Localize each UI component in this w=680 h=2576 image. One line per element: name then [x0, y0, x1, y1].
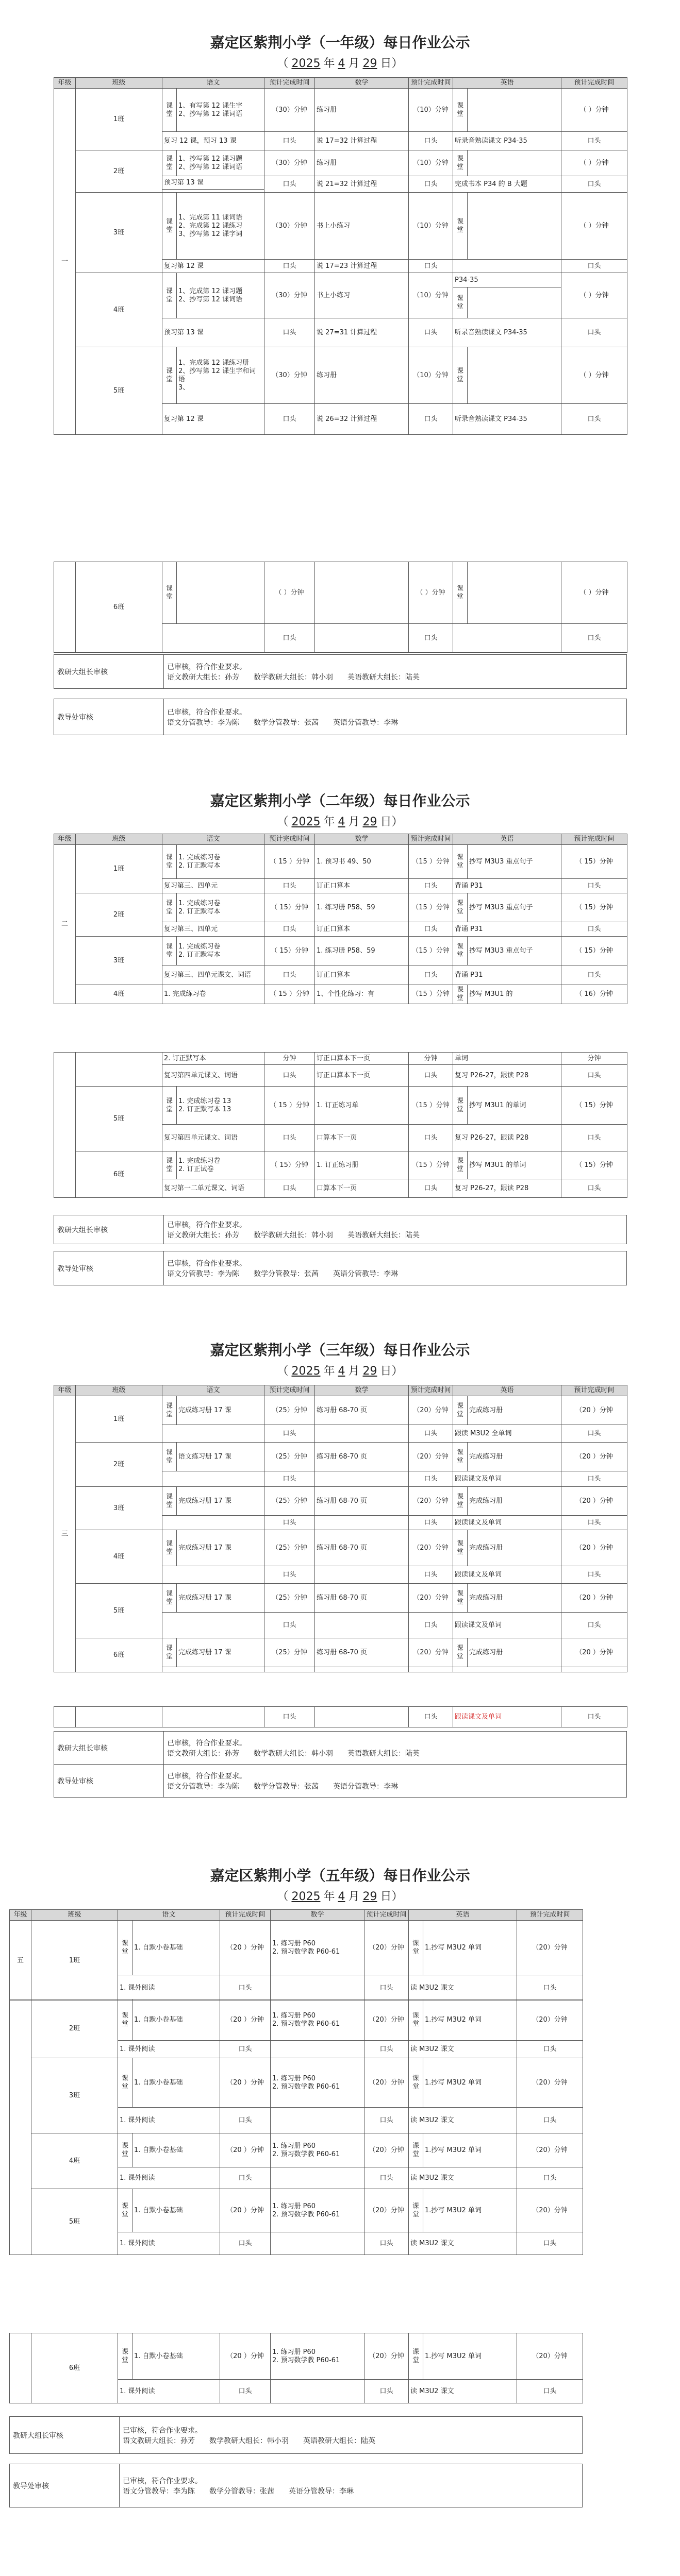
- date-line: （ 2025 年 4 月 29 日）: [277, 1365, 403, 1378]
- table-row: 3班 课堂 1. 完成练习卷 2. 订正默写本 （ 15）分钟 1. 练习册 P58、59 （15 ）分钟 课堂 抄写 M3U3 重点句子 （ 15）分钟: [54, 937, 627, 965]
- table-row: 5班 课堂 完成练习册 17 课 （25）分钟 练习册 68-70 页 （20）分钟 课堂 完成练习册 （20 ）分钟: [54, 1584, 627, 1613]
- table-row: 2班 课堂 语文练习册 17 课 （25）分钟 练习册 68-70 页 （20）分钟 课堂 完成练习册 （20 ）分钟: [54, 1443, 627, 1471]
- table-row: 4班 课堂 1、完成第 12 课习题 2、抄写第 12 课词语 （30）分钟 书上小练习 （10）分钟 P34-35 （ ）分钟: [54, 273, 627, 287]
- table-row: 课堂: [54, 287, 627, 318]
- table-row: 口头 口头 口头: [54, 624, 627, 653]
- table-header-row: 年级 班级 语文 预计完成时间 数学 预计完成时间 英语 预计完成时间: [54, 834, 627, 845]
- table-row: 口头 口头 跟读课文及单词 口头: [54, 1613, 627, 1638]
- table-header-row: 年级 班级 语文 预计完成时间 数学 预计完成时间 英语 预计完成时间: [54, 1385, 627, 1396]
- academic-review-label: 教导处审核: [54, 699, 164, 735]
- grade5-section: [0, 1864, 680, 1906]
- table-row: 复习第三、四单元课文、词语 口头 订正口算本 口头 背诵 P31 口头: [54, 965, 627, 985]
- academic-review-label: 教导处审核: [54, 1765, 164, 1798]
- academic-review-label: 教导处审核: [10, 2464, 120, 2507]
- table-row: 口头 口头 跟读课文及单词 口头: [54, 1707, 627, 1727]
- date-line: （ 2025 年 4 月 29 日）: [277, 57, 403, 70]
- homework-table-grade2-cont: [54, 1052, 627, 1198]
- table-row: 4班 课堂 1. 自默小卷基础 （20 ）分钟 1. 练习册 P60 2. 预习数学教 P60-61 （20）分钟 课堂 1.抄写 M3U2 单词 （20）分钟: [10, 2133, 583, 2167]
- table-row: 1. 课外阅读 口头 口头 读 M3U2 课文 口头: [10, 2041, 583, 2058]
- director-review-label: 教研大组长审核: [10, 2417, 120, 2454]
- table-row: 1. 课外阅读 口头 口头 读 M3U2 课文 口头: [10, 2232, 583, 2255]
- review-block-grade1: 教研大组长审核 已审核，符合作业要求。 语文教研大组长：孙芳 数学教研大组长：韩小羽 英语教研大组长：陆英 教导处审核 已审核，符合作业要求。 语文分管教导：李为陈 数学分管教导：张茜 英语分管教导：李琳: [54, 654, 627, 735]
- homework-table-grade3-cont: [54, 1706, 627, 1727]
- table-row: 复习第四单元课文、词语 口头 口算本下一页 口头 复习 P26-27，跟读 P28 口头: [54, 1125, 627, 1151]
- review-block-grade3: 教研大组长审核 已审核，符合作业要求。 语文教研大组长：孙芳 数学教研大组长：韩小羽 英语教研大组长：陆英 教导处审核 已审核，符合作业要求。 语文分管教导：李为陈 数学分管教导：张茜 英语分管教导：李琳: [54, 1731, 627, 1798]
- table-row: 口头 口头 跟读课文及单词 口头: [54, 1566, 627, 1584]
- table-row: 4班 课堂 完成练习册 17 课 （25）分钟 练习册 68-70 页 （20）分钟 课堂 完成练习册 （20 ）分钟: [54, 1530, 627, 1566]
- table-row: 6班 课堂 （ ）分钟 （ ）分钟 课堂 （ ）分钟: [54, 562, 627, 624]
- table-row: 复习第三、四单元 口头 订正口算本 口头 背诵 P31 口头: [54, 922, 627, 937]
- table-row: 口头 口头 跟读课文及单词 口头: [54, 1516, 627, 1530]
- table-row: 2班 课堂 1、抄写第 12 课习题 2、抄写第 12 课词语 （30）分钟 练习册 （10）分钟 课堂 （ ）分钟: [54, 150, 627, 176]
- homework-table-grade2: [54, 834, 627, 1004]
- table-row: 1. 课外阅读 口头 口头 读 M3U2 课文 口头: [10, 1975, 583, 2001]
- director-review-label: 教研大组长审核: [54, 1732, 164, 1765]
- homework-table-grade5-class6: [9, 2333, 583, 2403]
- table-row: 预习第 13 课 口头 说 27=31 计算过程 口头 听录音熟读课文 P34-35 口头: [54, 318, 627, 347]
- homework-table-grade3: [54, 1385, 627, 1672]
- table-header-row: 年级 班级 语文 预计完成时间 数学 预计完成时间 英语 预计完成时间: [10, 1910, 583, 1921]
- table-row: 6班 课堂 完成练习册 17 课 （25）分钟 练习册 68-70 页 （20）分钟 课堂 完成练习册 （20 ）分钟: [54, 1638, 627, 1667]
- table-row: 3班 课堂 1、完成第 11 课词语 2、完成第 12 课练习 3、抄写第 12 课字词 （30）分钟 书上小练习 （10）分钟 课堂 （ ）分钟: [54, 193, 627, 260]
- table-row: 2班 课堂 1. 自默小卷基础 （20 ）分钟 1. 练习册 P60 2. 预习数学教 P60-61 （20）分钟 课堂 1.抄写 M3U2 单词 （20）分钟: [10, 1999, 583, 2041]
- table-row: 1. 课外阅读 口头 口头 读 M3U2 课文 口头: [10, 2167, 583, 2189]
- table-row: 三 1班 课堂 完成练习册 17 课 （25）分钟 练习册 68-70 页 （20）分钟 课堂 完成练习册 （20 ）分钟: [54, 1396, 627, 1425]
- table-row: 5班 课堂 1. 完成练习卷 13 2. 订正默写本 13 （ 15 ）分钟 1. 订正练习单 （15 ）分钟 课堂 抄写 M3U1 的单词 （ 15）分钟: [54, 1087, 627, 1125]
- table-row: 5班 课堂 1. 自默小卷基础 （20 ）分钟 1. 练习册 P60 2. 预习数学教 P60-61 （20）分钟 课堂 1.抄写 M3U2 单词 （20）分钟: [10, 2189, 583, 2232]
- grade2-section: [0, 789, 680, 832]
- homework-table-grade1: [54, 77, 627, 435]
- table-row: 5班 课堂 1、完成第 12 课练习册 2、抄写第 12 课生字和词语 3、 （30）分钟 练习册 （10）分钟 课堂 （ ）分钟: [54, 347, 627, 404]
- table-row: 2. 订正默写本 分钟 订正口算本下一页 分钟 单词 分钟: [54, 1053, 627, 1065]
- director-review-label: 教研大组长审核: [54, 1215, 164, 1244]
- date-line: （ 2025 年 4 月 29 日）: [277, 816, 403, 828]
- table-row: 五 1班 课堂 1. 自默小卷基础 （20 ）分钟 1. 练习册 P60 2. 预习数学教 P60-61 （20）分钟 课堂 1.抄写 M3U2 单词 （20）分钟: [10, 1921, 583, 1975]
- table-row: 6班 课堂 1. 自默小卷基础 （20 ）分钟 1. 练习册 P60 2. 预习数学教 P60-61 （20）分钟 课堂 1.抄写 M3U2 单词 （20）分钟: [10, 2333, 583, 2380]
- page-title: 嘉定区紫荆小学（五年级）每日作业公示: [210, 1867, 470, 1884]
- grade1-section: [0, 31, 680, 73]
- page-title: 嘉定区紫荆小学（一年级）每日作业公示: [210, 34, 470, 51]
- table-row: 预习第 13 课 口头 说 21=32 计算过程 口头 完成书本 P34 的 B 大题 口头: [54, 176, 627, 190]
- academic-review-label: 教导处审核: [54, 1251, 164, 1285]
- table-row: 4班 1. 完成练习卷 （ 15 ）分钟 1、个性化练习：有 （15 ）分钟 课堂 抄写 M3U1 的 （ 16）分钟: [54, 985, 627, 1004]
- table-row: 1. 课外阅读 口头 口头 读 M3U2 课文 口头: [10, 2380, 583, 2403]
- homework-table-grade1-cont: [54, 562, 627, 653]
- homework-table-grade5-cont: [9, 1999, 583, 2255]
- table-row: 复习 12 课，预习 13 课 口头 说 17=32 计算过程 口头 听录音熟读课文 P34-35 口头: [54, 132, 627, 150]
- table-row: 二 1班 课堂 1. 完成练习卷 2. 订正默写本 （ 15 ）分钟 1. 预习书 49、50 （15 ）分钟 课堂 抄写 M3U3 重点句子 （ 15）分钟: [54, 845, 627, 879]
- table-row: 3班 课堂 1. 自默小卷基础 （20 ）分钟 1. 练习册 P60 2. 预习数学教 P60-61 （20）分钟 课堂 1.抄写 M3U2 单词 （20）分钟: [10, 2058, 583, 2108]
- director-review-label: 教研大组长审核: [54, 655, 164, 689]
- date-line: （ 2025 年 4 月 29 日）: [277, 1890, 403, 1903]
- table-row: 复习第 12 课 口头 说 17=23 计算过程 口头 口头: [54, 260, 627, 273]
- review-block-grade5: 教研大组长审核 已审核，符合作业要求。 语文教研大组长：孙芳 数学教研大组长：韩小羽 英语教研大组长：陆英 教导处审核 已审核，符合作业要求。 语文分管教导：李为陈 数学分管教导：张茜 英语分管教导：李琳: [9, 2416, 583, 2507]
- page-title: 嘉定区紫荆小学（二年级）每日作业公示: [210, 792, 470, 809]
- table-row: 复习第一二单元课文、词语 口头 口算本下一页 口头 复习 P26-27，跟读 P28 口头: [54, 1179, 627, 1198]
- grade3-section: [0, 1338, 680, 1381]
- table-row: 复习第三、四单元 口头 订正口算本 口头 背诵 P31 口头: [54, 879, 627, 893]
- table-row: 3班 课堂 完成练习册 17 课 （25）分钟 练习册 68-70 页 （20）分钟 课堂 完成练习册 （20 ）分钟: [54, 1487, 627, 1516]
- table-row: 1. 课外阅读 口头 口头 读 M3U2 课文 口头: [10, 2108, 583, 2133]
- table-header-row: 年级 班级 语文 预计完成时间 数学 预计完成时间 英语 预计完成时间: [54, 78, 627, 89]
- table-row: 口头 口头 跟读 M3U2 全单词 口头: [54, 1425, 627, 1443]
- table-row: 6班 课堂 1. 完成练习卷 2. 订正试卷 （ 15）分钟 1. 订正练习册 （15 ）分钟 课堂 抄写 M3U1 的单词 （ 15）分钟: [54, 1151, 627, 1179]
- page-title: 嘉定区紫荆小学（三年级）每日作业公示: [210, 1342, 470, 1359]
- review-block-grade2: 教研大组长审核 已审核，符合作业要求。 语文教研大组长：孙芳 数学教研大组长：韩小羽 英语教研大组长：陆英 教导处审核 已审核，符合作业要求。 语文分管教导：李为陈 数学分管教导：张茜 英语分管教导：李琳: [54, 1215, 627, 1285]
- table-row: 2班 课堂 1. 完成练习卷 2. 订正默写本 （ 15）分钟 1. 练习册 P58、59 （15 ）分钟 课堂 抄写 M3U3 重点句子 （ 15）分钟: [54, 893, 627, 922]
- table-row: 复习第 12 课 口头 说 26=32 计算过程 口头 听录音熟读课文 P34-35 口头: [54, 404, 627, 435]
- homework-table-grade5: [9, 1909, 583, 2001]
- table-row: 一 1班 课堂 1、有写第 12 课生字 2、抄写第 12 课词语 （30）分钟 练习册 （10）分钟 课堂 （ ）分钟: [54, 89, 627, 132]
- table-row: 复习第四单元课文、词语 口头 订正口算本下一页 口头 复习 P26-27，跟读 P28 口头: [54, 1065, 627, 1087]
- table-row: 口头 口头 跟读课文及单词 口头: [54, 1471, 627, 1487]
